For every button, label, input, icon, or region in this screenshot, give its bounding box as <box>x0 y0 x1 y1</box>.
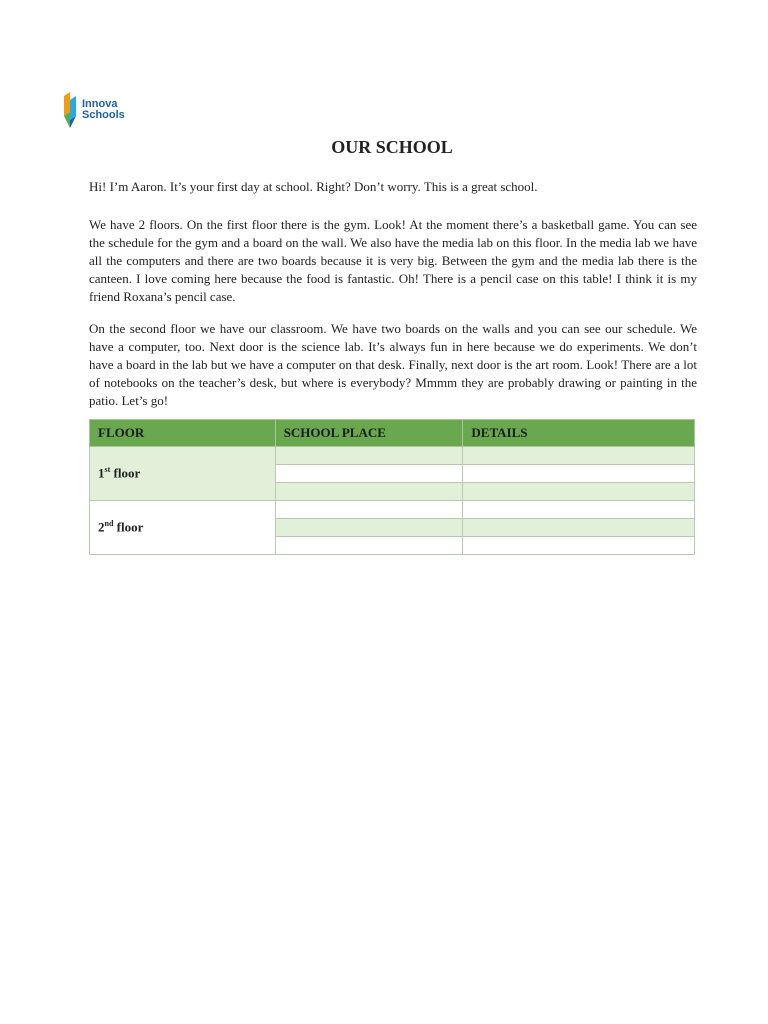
header-school-place: SCHOOL PLACE <box>275 420 463 447</box>
floor-word: floor <box>116 519 144 535</box>
header-floor: FLOOR <box>90 420 276 447</box>
floor-suffix: st <box>104 465 111 475</box>
school-place-cell[interactable] <box>275 447 463 465</box>
floor-suffix: nd <box>104 519 114 529</box>
floor-cell-1 <box>90 447 276 501</box>
logo-line-2: Schools <box>82 109 125 121</box>
paragraph-second-floor: On the second floor we have our classroom. We have two boards on the walls and you can see our schedule. We have a computer, too. Next door is the science lab. It’s always fun in here because we do experiments. We don’t have a board in the lab but we have a computer on that desk. Finally, next door is the art room. Look! There are a lot of notebooks on the teacher’s desk, but where is everybody? Mmmm they are probably drawing or painting in the patio. Let’s go! <box>89 321 697 408</box>
school-place-cell[interactable] <box>275 483 463 501</box>
school-place-cell[interactable] <box>275 465 463 483</box>
school-place-cell[interactable] <box>275 501 463 519</box>
details-cell[interactable] <box>463 519 695 537</box>
table-row <box>90 447 695 465</box>
innova-logo-icon <box>62 90 78 130</box>
paragraph-first-floor: We have 2 floors. On the first floor there is the gym. Look! At the moment there’s a basketball game. You can see the schedule for the gym and a board on the wall. We also have the media lab on this floor. In the media lab we have all the computers and there are two boards because it is very big. Between the gym and the media lab there is the canteen. I love coming here because the food is fantastic. Oh! There is a pencil case on this table! I think it is my friend Roxana’s pencil case. <box>89 217 697 304</box>
school-place-cell[interactable] <box>275 537 463 555</box>
logo-text <box>82 99 125 121</box>
details-cell[interactable] <box>463 447 695 465</box>
logo-line-1: Innova <box>82 98 118 110</box>
school-places-table <box>89 419 695 555</box>
paragraph-intro: Hi! I’m Aaron. It’s your first day at school. Right? Don’t worry. This is a great school. <box>89 179 538 194</box>
school-logo <box>62 90 125 130</box>
details-cell[interactable] <box>463 483 695 501</box>
header-details: DETAILS <box>463 420 695 447</box>
floor-number: 1 <box>98 465 105 481</box>
school-place-cell[interactable] <box>275 519 463 537</box>
table-header-row <box>90 420 695 447</box>
details-cell[interactable] <box>463 501 695 519</box>
floor-word: floor <box>113 465 141 481</box>
details-cell[interactable] <box>463 537 695 555</box>
floor-cell-2 <box>90 501 276 555</box>
page-title: OUR SCHOOL <box>331 137 453 157</box>
floor-number: 2 <box>98 519 105 535</box>
details-cell[interactable] <box>463 465 695 483</box>
table-row <box>90 501 695 519</box>
